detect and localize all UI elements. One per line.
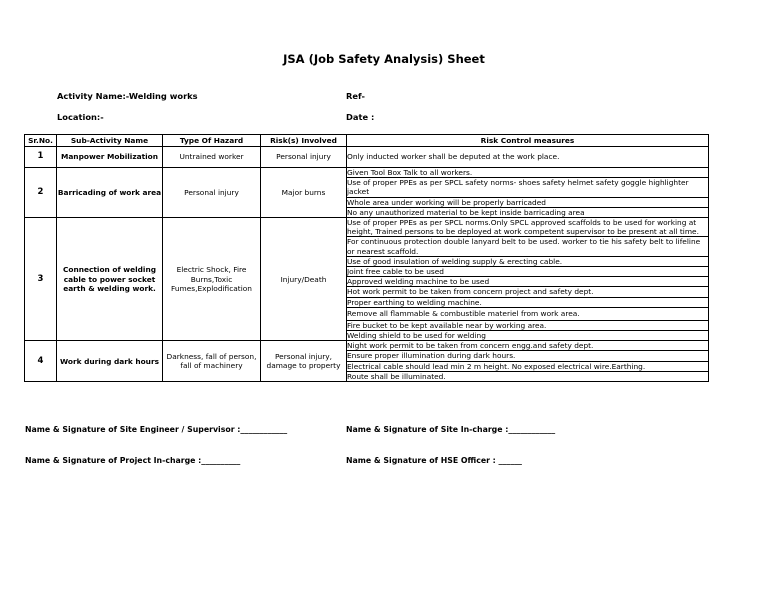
table-row: [25, 218, 709, 237]
table-row: [25, 168, 709, 178]
location-label: Location:-: [57, 112, 104, 122]
hazard-type: Untrained worker: [163, 147, 261, 168]
table-header-row: [25, 135, 709, 147]
control-measure: Proper earthing to welding machine.: [347, 297, 709, 307]
site-incharge-signature: Name & Signature of Site In-charge :____________: [346, 425, 556, 434]
control-measure: Joint free cable to be used: [347, 267, 709, 277]
col-header-risk: Risk(s) Involved: [261, 135, 347, 147]
sheet-title: JSA (Job Safety Analysis) Sheet: [283, 52, 485, 66]
hse-officer-signature: Name & Signature of HSE Officer : ______: [346, 456, 522, 465]
activity-name: Activity Name:-Welding works: [57, 91, 198, 101]
col-header-srno: Sr.No.: [25, 135, 57, 147]
hazard-type: Electric Shock, Fire Burns,Toxic Fumes,Explodification: [163, 218, 261, 341]
control-measure: No any unauthorized material to be kept inside barricading area: [347, 207, 709, 217]
risk-involved: Personal injury: [261, 147, 347, 168]
control-measure: Remove all flammable & combustible materiel from work area.: [347, 307, 709, 320]
control-measure: Route shall be illuminated.: [347, 371, 709, 381]
table-row: [25, 147, 709, 168]
col-header-control: Risk Control measures: [347, 135, 709, 147]
sr-no: 2: [25, 168, 57, 218]
sub-activity: Manpower Mobilization: [57, 147, 163, 168]
date-label: Date :: [346, 112, 375, 122]
control-measure: Welding shield to be used for welding: [347, 331, 709, 341]
hazard-type: Personal injury: [163, 168, 261, 218]
control-measure: Hot work permit to be taken from concern project and safety dept.: [347, 287, 709, 297]
control-measure: Night work permit to be taken from concern engg.and safety dept.: [347, 341, 709, 351]
jsa-table: [24, 134, 709, 382]
sub-activity: Barricading of work area: [57, 168, 163, 218]
risk-involved: Major burns: [261, 168, 347, 218]
ref-label: Ref-: [346, 91, 365, 101]
control-measure: Use of good insulation of welding supply & erecting cable.: [347, 256, 709, 266]
sub-activity: Connection of welding cable to power socket earth & welding work.: [57, 218, 163, 341]
col-header-sub-activity: Sub-Activity Name: [57, 135, 163, 147]
sr-no: 4: [25, 341, 57, 382]
control-measure: Fire bucket to be kept available near by working area.: [347, 320, 709, 330]
sub-activity: Work during dark hours: [57, 341, 163, 382]
sr-no: 3: [25, 218, 57, 341]
control-measure: Use of proper PPEs as per SPCL norms.Only SPCL approved scaffolds to be used for working at height, Trained persons to be deployed at work competent supervisor to be present at all time.: [347, 218, 709, 237]
risk-involved: Personal injury, damage to property: [261, 341, 347, 382]
col-header-hazard: Type Of Hazard: [163, 135, 261, 147]
hazard-type: Darkness, fall of person, fall of machinery: [163, 341, 261, 382]
risk-involved: Injury/Death: [261, 218, 347, 341]
sr-no: 1: [25, 147, 57, 168]
control-measure: Ensure proper illumination during dark hours.: [347, 351, 709, 361]
control-measure: Use of proper PPEs as per SPCL safety norms- shoes safety helmet safety goggle highlighter jacket: [347, 178, 709, 197]
control-measure: Given Tool Box Talk to all workers.: [347, 168, 709, 178]
project-incharge-signature: Name & Signature of Project In-charge :__________: [25, 456, 241, 465]
table-row: [25, 341, 709, 351]
control-measure: Whole area under working will be properly barricaded: [347, 197, 709, 207]
control-measure: For continuous protection double lanyard belt to be used. worker to tie his safety belt to lifeline or nearest scaffold.: [347, 237, 709, 256]
site-engineer-signature: Name & Signature of Site Engineer / Supervisor :____________: [25, 425, 288, 434]
control-measure: Approved welding machine to be used: [347, 277, 709, 287]
control-measure: Only inducted worker shall be deputed at the work place.: [347, 147, 709, 168]
control-measure: Electrical cable should lead min 2 m height. No exposed electrical wire.Earthing.: [347, 361, 709, 371]
